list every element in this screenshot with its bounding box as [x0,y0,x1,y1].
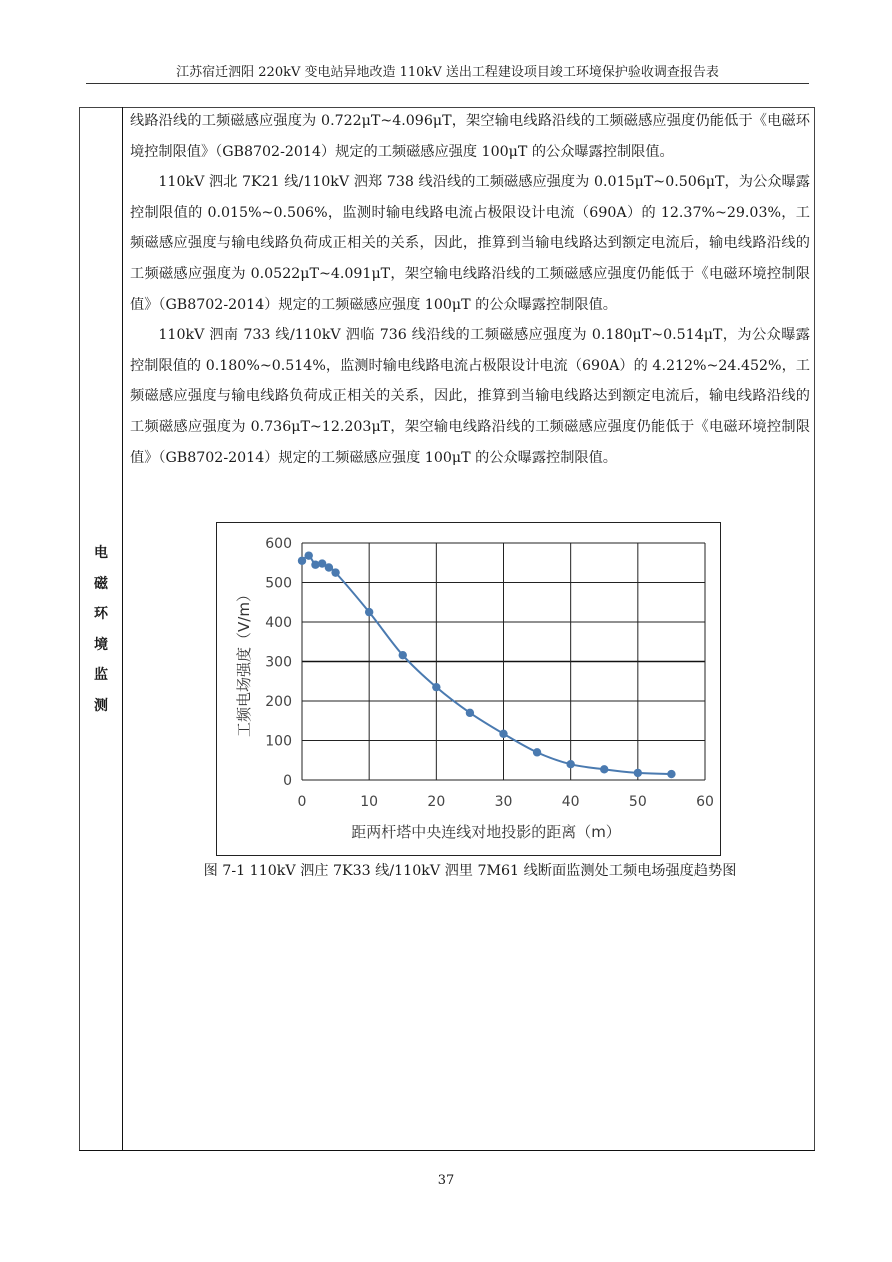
data-point [466,709,474,717]
data-point [533,748,541,756]
x-axis-title: 距两杆塔中央连线对地投影的距离（m） [351,823,621,841]
y-tick-label: 500 [265,575,292,592]
data-point [298,557,306,565]
section-label [79,538,123,721]
page-header: 江苏宿迁泗阳 220kV 变电站异地改造 110kV 送出工程建设项目竣工环境保护验收调查报告表 [86,64,809,84]
data-point [432,683,440,691]
y-tick-label: 600 [265,536,292,552]
section-label-char: 环 [94,606,108,622]
x-tick-label: 40 [561,794,580,810]
paragraph: 线路沿线的工频磁感应强度为 0.722μT~4.096μT，架空输电线路沿线的工频磁感应强度仍能低于《电磁环境控制限值》（GB8702-2014）规定的工频磁感应强度 100μT 的公众曝露控制限值。 [130,113,810,160]
data-point [399,651,407,659]
y-tick-label: 400 [265,615,292,631]
electric-field-chart [216,522,721,856]
data-point [634,769,642,777]
section-label-char: 磁 [94,575,108,592]
y-tick-label: 300 [265,654,292,671]
chart-grid [302,543,705,780]
section-label-char: 监 [94,667,108,683]
section-label-char: 境 [94,636,108,653]
x-tick-label: 60 [696,794,714,810]
section-label-char: 测 [94,697,108,714]
data-point [365,608,373,616]
y-tick-label: 100 [265,733,292,750]
data-point [331,568,339,576]
section-label-char: 电 [94,545,108,561]
series-points [298,551,676,778]
data-point [325,563,333,571]
y-axis-title: 工频电场强度（V/m） [235,587,253,737]
data-point [667,770,675,778]
data-point [566,760,574,768]
x-tick-label: 0 [297,794,307,810]
series-line [302,556,671,774]
paragraph: 110kV 泗北 7K21 线/110kV 泗郑 738 线沿线的工频磁感应强度为 0.015μT~0.506μT，为公众曝露控制限值的 0.015%~0.506%，监测时输电线路电流占极限设计电流（690A）的 12.37%~29.03%，工频磁感应强度与输电线路负荷成正相关的关系，因此，推算到当输电线路达到额定电流后，输电线路沿线的工频磁感应强度为 0.0522μT~4.091μT，架空输电线路沿线的工频磁感应强度仍能低于《电磁环境控制限值》（GB8702-2014）规定的工频磁感应强度 100μT 的公众曝露控制限值。 [130,174,810,313]
y-tick-label: 200 [265,694,292,710]
data-point [305,551,313,559]
x-tick-label: 50 [628,794,647,810]
page-number: 37 [437,1173,455,1188]
x-tick-label: 30 [494,794,513,810]
y-tick-label: 0 [283,773,292,789]
data-point [600,765,608,773]
paragraph: 110kV 泗南 733 线/110kV 泗临 736 线沿线的工频磁感应强度为 0.180μT~0.514μT，为公众曝露控制限值的 0.180%~0.514%，监测时输电线路电流占极限设计电流（690A）的 4.212%~24.452%，工频磁感应强度与输电线路负荷成正相关的关系，因此，推算到当输电线路达到额定电流后，输电线路沿线的工频磁感应强度为 0.736μT~12.203μT，架空输电线路沿线的工频磁感应强度仍能低于《电磁环境控制限值》（GB8702-2014）规定的工频磁感应强度 100μT 的公众曝露控制限值。 [130,327,810,466]
table-bottom-rule [79,1150,815,1151]
body-text [130,106,810,473]
figure-caption: 图 7-1 110kV 泗庄 7K33 线/110kV 泗里 7M61 线断面监测处工频电场强度趋势图 [203,863,737,879]
x-tick-label: 10 [360,794,379,810]
x-tick-label: 20 [427,794,446,810]
chart-ticks [265,536,714,810]
data-point [499,730,507,738]
